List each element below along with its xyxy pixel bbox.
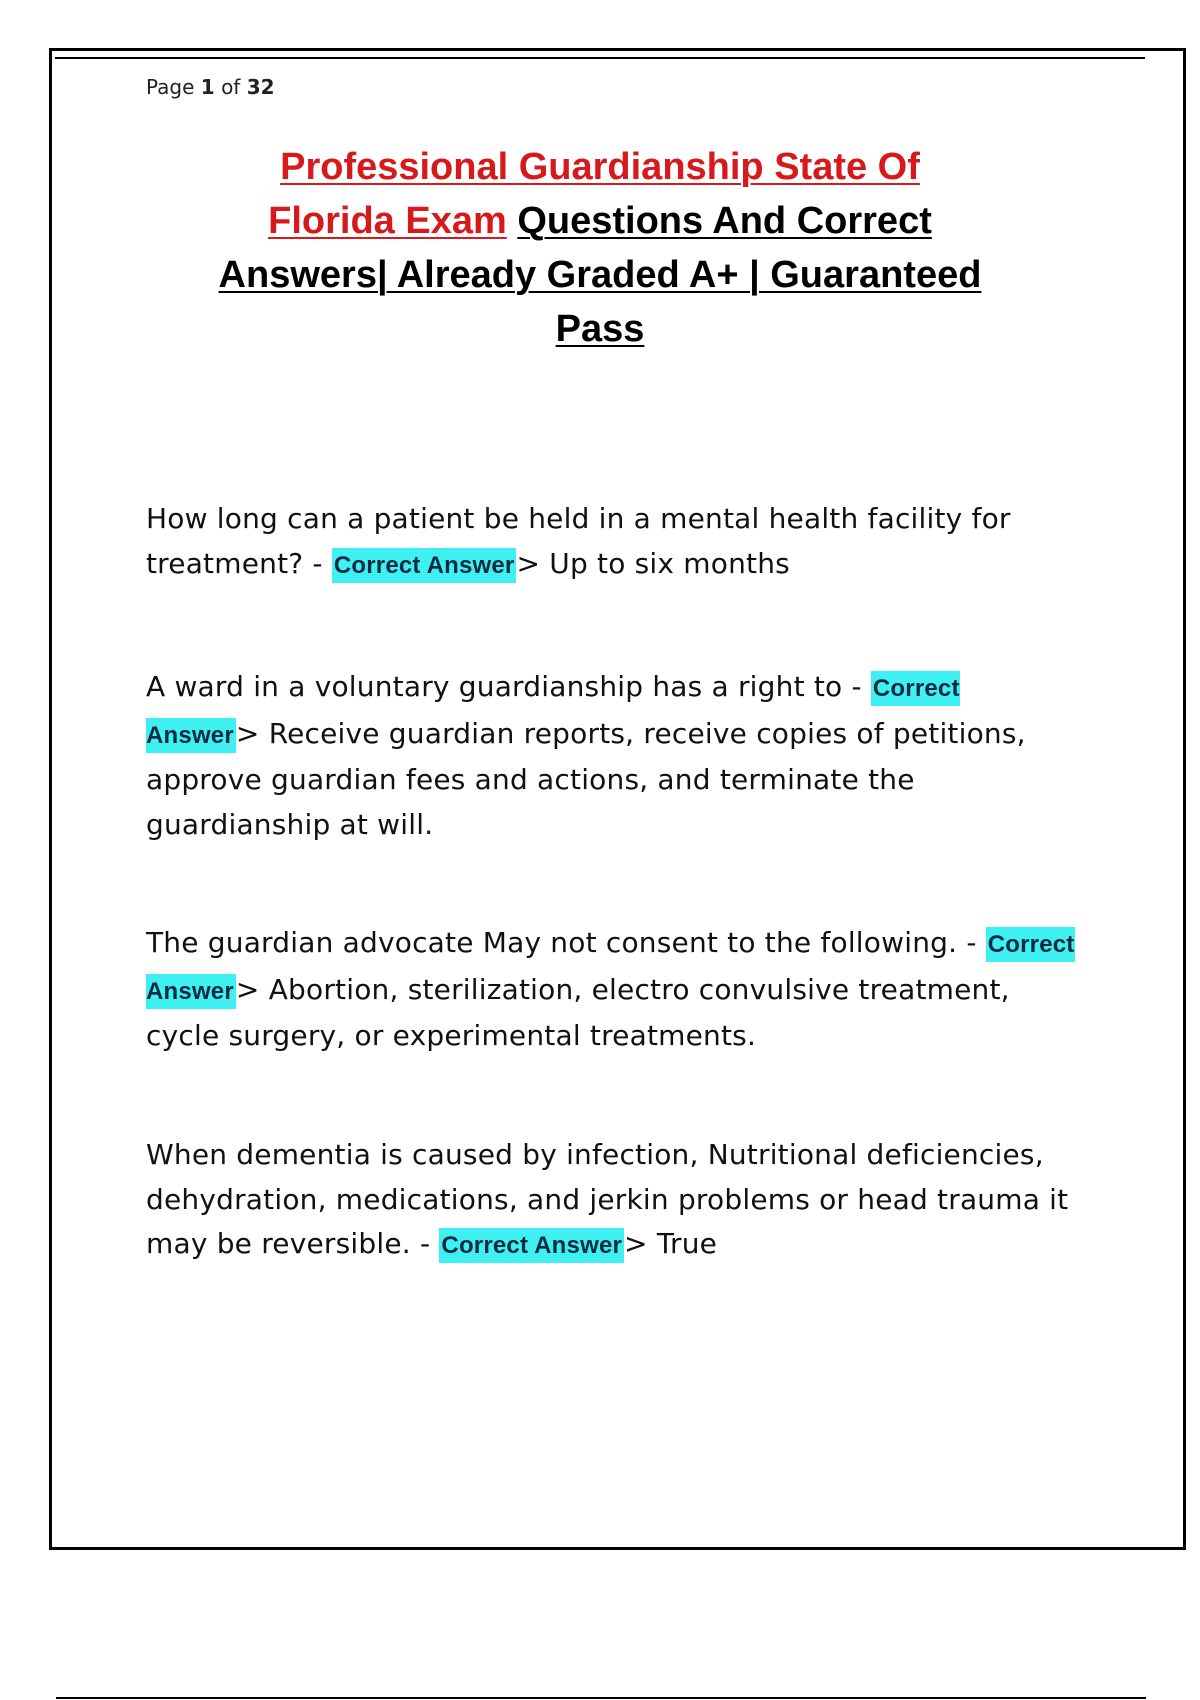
answer-text: Receive guardian reports, receive copies of petitions, approve guardian fees and actions, and terminate the guardianship at will. (146, 716, 1026, 841)
title-line-3 (180, 248, 1020, 302)
title-black-part-2: Answers| Already Graded A+ | Guaranteed (218, 254, 982, 296)
arrow-separator: > (235, 716, 260, 750)
qa-item (146, 497, 1076, 588)
correct-answer-marker: Correct Answer (146, 671, 960, 753)
page-total: 32 (246, 75, 275, 99)
question-text: How long can a patient be held in a mental health facility for treatment? - (146, 502, 1011, 580)
top-rule (55, 57, 1145, 59)
answer-text: Abortion, sterilization, electro convulsive treatment, cycle surgery, or experimental treatments. (146, 972, 1010, 1052)
title-black-part-1: Questions And Correct (517, 200, 932, 242)
question-text: A ward in a voluntary guardianship has a right to - (146, 670, 862, 703)
qa-item (146, 921, 1076, 1059)
correct-answer-marker: Correct Answer (146, 927, 1075, 1009)
title-line-2 (180, 194, 1020, 248)
page-label: Page (146, 75, 195, 99)
title-red-part-2: Florida Exam (268, 200, 507, 242)
bottom-rule (56, 1697, 1146, 1699)
answer-text: Up to six months (549, 546, 790, 580)
arrow-separator: > (624, 1227, 648, 1260)
arrow-separator: > (516, 546, 541, 580)
qa-item (146, 1133, 1076, 1269)
qa-item (146, 665, 1076, 847)
title-line-1 (180, 140, 1020, 194)
arrow-separator: > (235, 972, 260, 1006)
correct-answer-marker: Correct Answer (332, 548, 517, 583)
title-black-part-3: Pass (555, 308, 645, 350)
page-of-label: of (221, 75, 241, 99)
title-line-4 (180, 302, 1020, 356)
correct-answer-marker: Correct Answer (439, 1228, 624, 1263)
answer-text: True (656, 1227, 718, 1260)
question-text: The guardian advocate May not consent to the following. - (146, 926, 977, 959)
document-title (180, 140, 1020, 356)
title-red-part-1: Professional Guardianship State Of (280, 146, 920, 188)
page-current: 1 (200, 75, 215, 99)
page-number (146, 75, 275, 99)
question-text: When dementia is caused by infection, Nutritional deficiencies, dehydration, medications, and jerkin problems or head trauma it may be reversible. - (146, 1138, 1069, 1260)
